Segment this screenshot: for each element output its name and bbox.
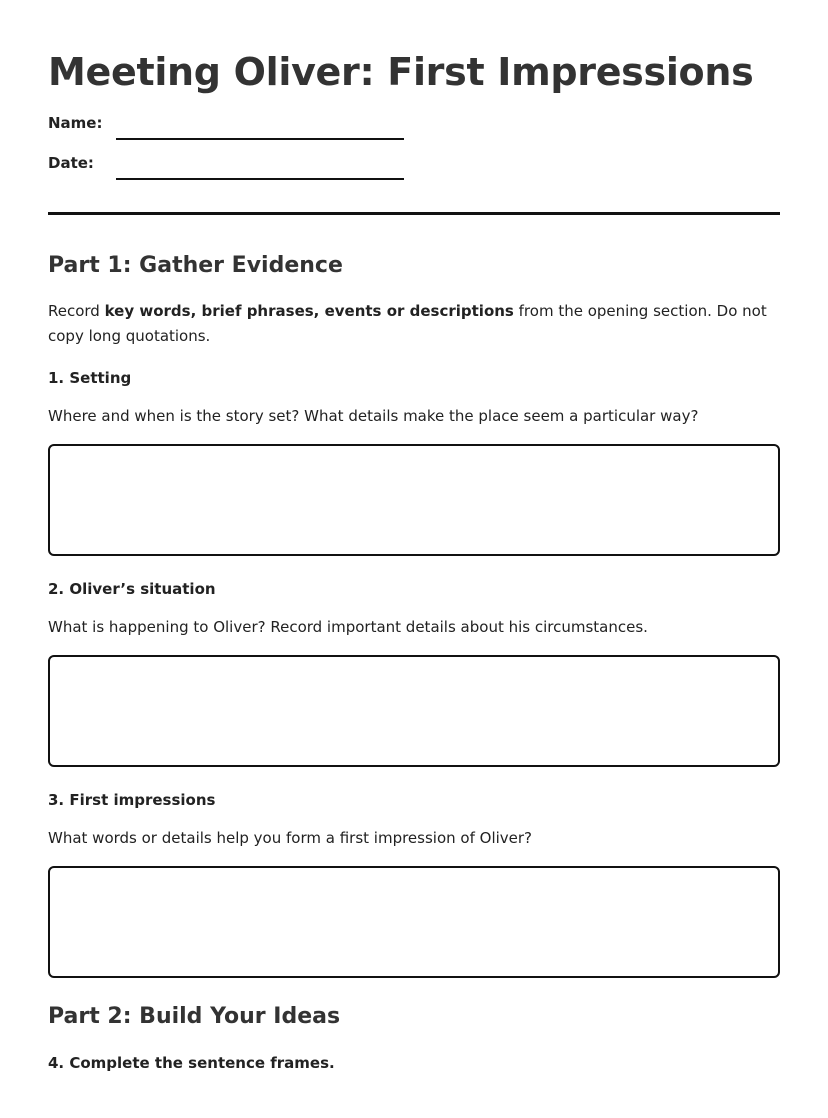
date-field-row (48, 152, 780, 180)
page-title: Meeting Oliver: First Impressions (48, 50, 754, 94)
name-label: Name: (48, 114, 103, 132)
date-label: Date: (48, 154, 94, 172)
question-3-title: 3. First impressions (48, 791, 216, 809)
question-3-answer-box[interactable] (48, 866, 780, 978)
part1-heading: Part 1: Gather Evidence (48, 253, 343, 278)
name-field-row (48, 112, 780, 140)
header-divider (48, 212, 780, 215)
intro-text-bold: key words, brief phrases, events or descriptions (104, 302, 514, 320)
question-1-prompt: Where and when is the story set? What details make the place seem a particular way? (48, 407, 699, 425)
question-2-prompt: What is happening to Oliver? Record important details about his circumstances. (48, 618, 648, 636)
question-3-prompt: What words or details help you form a first impression of Oliver? (48, 829, 533, 847)
question-1-title: 1. Setting (48, 369, 132, 387)
intro-text-start: Record (48, 302, 105, 320)
question-2-answer-box[interactable] (48, 655, 780, 767)
intro-text-end: from the opening section. Do not copy long quotations. (48, 302, 767, 345)
question-2-title: 2. Oliver’s situation (48, 580, 216, 598)
name-input-line[interactable] (116, 116, 404, 140)
question-1-answer-box[interactable] (48, 444, 780, 556)
question-4-title: 4. Complete the sentence frames. (48, 1054, 335, 1072)
date-input-line[interactable] (116, 156, 404, 180)
part2-heading: Part 2: Build Your Ideas (48, 1004, 341, 1029)
part1-intro (48, 299, 780, 349)
